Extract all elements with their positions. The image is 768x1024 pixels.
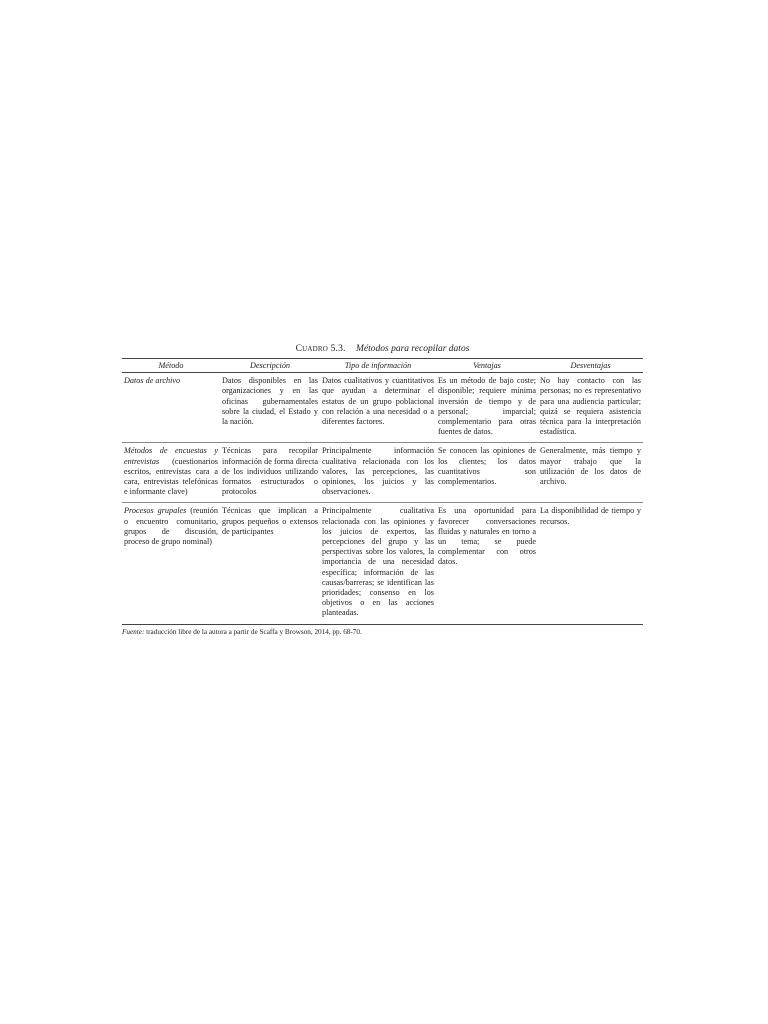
source-text: traducción libre de la autora a partir de Scaffa y Browson, 2014, pp. 68-70. [146, 627, 362, 636]
header-disadvantages: Desventajas [538, 359, 643, 373]
method-detail: (cuestionarios escritos, entrevistas cara a cara, entrevistas telefónicas e informante clave) [124, 456, 218, 497]
method-cell [122, 373, 220, 443]
method-detail: (reunión o encuentro comunitario, grupos de discusión, proceso de grupo nominal) [124, 506, 218, 547]
source-note [122, 628, 643, 637]
advantages-cell: Se conocen las opiniones de los clientes; los datos cuantitativos son complementarios. [436, 443, 538, 503]
source-label: Fuente: [122, 627, 145, 636]
methods-table [122, 358, 643, 625]
header-method: Método [122, 359, 220, 373]
header-description: Descripción [220, 359, 320, 373]
info-type-cell: Principalmente información cualitativa relacionada con los valores, las percepciones, las opiniones, los juicios y las observaciones. [320, 443, 436, 503]
header-advantages: Ventajas [436, 359, 538, 373]
caption-label: Cuadro 5.3. [295, 344, 346, 354]
info-type-cell: Principalmente cualitativa relacionada con las opiniones y los juicios de expertos, las percepciones del grupo y las perspectivas sobre los valores, la importancia de una necesidad específica; información de las causas/barreras; se identifican las prioridades; consenso en los objetivos o en las acciones planteadas. [320, 503, 436, 624]
document-page [122, 343, 643, 637]
method-cell [122, 503, 220, 624]
table-row [122, 443, 643, 503]
advantages-cell: Es un método de bajo coste; disponible; requiere mínima inversión de tiempo y de personal; imparcial; complementario para otras fuentes de datos. [436, 373, 538, 443]
info-type-cell: Datos cualitativos y cuantitativos que ayudan a determinar el estatus de un grupo poblacional con relación a una necesidad o a diferentes factores. [320, 373, 436, 443]
table-row [122, 373, 643, 443]
description-cell: Técnicas para recopilar información de forma directa de los individuos utilizando formatos estructurados o protocolos [220, 443, 320, 503]
description-cell: Datos disponibles en las organizaciones y en las oficinas gubernamentales sobre la ciudad, el Estado y la nación. [220, 373, 320, 443]
method-name: Métodos de encuestas y entrevistas [124, 446, 218, 466]
table-header-row [122, 359, 643, 373]
description-cell: Técnicas que implican a grupos pequeños o extensos de participantes [220, 503, 320, 624]
header-info-type: Tipo de información [320, 359, 436, 373]
caption-title: Métodos para recopilar datos [356, 344, 470, 354]
disadvantages-cell: No hay contacto con las personas; no es representativo para una audiencia particular; quizá se requiera asistencia técnica para la interpretación estadística. [538, 373, 643, 443]
method-name: Datos de archivo [124, 376, 181, 386]
disadvantages-cell: Generalmente, más tiempo y mayor trabajo que la utilización de los datos de archivo. [538, 443, 643, 503]
method-cell [122, 443, 220, 503]
disadvantages-cell: La disponibilidad de tiempo y recursos. [538, 503, 643, 624]
advantages-cell: Es una oportunidad para favorecer conversaciones fluidas y naturales en torno a un tema; se puede complementar con otros datos. [436, 503, 538, 624]
table-caption [122, 343, 643, 355]
table-row [122, 503, 643, 624]
method-name: Procesos grupales [124, 506, 187, 516]
